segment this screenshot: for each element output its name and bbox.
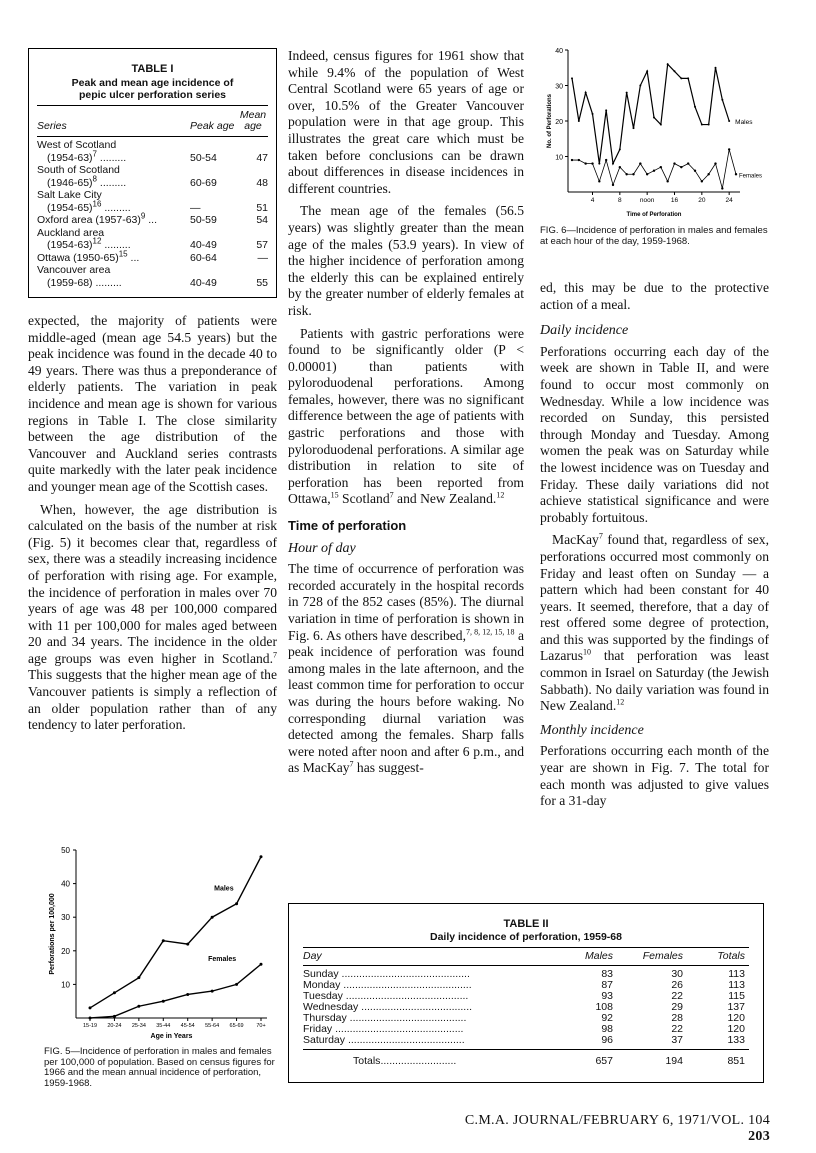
- reference-marker: 7: [598, 531, 603, 541]
- table-2-females: 29: [671, 1001, 683, 1013]
- paragraph-text: a peak incidence of perforation was found among males in the late afternoon, and the least common time for perforation to occur was during the hours before waking. No corresponding diurnal variation was detected among the females. Sharp falls were noted after noon and after 6 p.m., and as MacKay: [288, 627, 524, 776]
- x-tick-label: 20: [698, 197, 706, 204]
- data-point-females: [625, 173, 627, 175]
- table-1-row: [37, 189, 268, 202]
- column-3: [540, 280, 769, 816]
- table-1-mean: 48: [256, 176, 268, 189]
- table-2: [288, 903, 764, 1083]
- data-point-males: [708, 124, 710, 126]
- x-tick-label: 8: [618, 197, 622, 204]
- page-number: 203: [748, 1129, 770, 1144]
- table-2-header: [303, 951, 749, 962]
- subheading-daily: Daily incidence: [540, 323, 629, 339]
- data-point-females: [89, 1017, 92, 1020]
- table-1-mean: 47: [256, 151, 268, 164]
- figure-6-caption: FIG. 6—Incidence of perforation in males and females at each hour of the day, 1959-1968.: [540, 225, 768, 247]
- paragraph: [288, 326, 524, 509]
- table-2-females: 22: [671, 1023, 683, 1035]
- data-point-males: [137, 976, 140, 979]
- data-point-females: [660, 166, 662, 168]
- data-point-females: [578, 159, 580, 161]
- reference-marker: 12: [616, 697, 625, 707]
- subheading-hour: Hour of day: [288, 540, 356, 556]
- table-2-day: Tuesday ..........................................: [303, 991, 469, 1002]
- data-point-males: [721, 99, 723, 101]
- data-point-females: [591, 162, 593, 164]
- data-point-females: [211, 990, 214, 993]
- paragraph-text: When, however, the age distribution is calculated on the basis of the number at risk (Fig. 5) it becomes clear that, regardless of sex, there was a steadily increasing incidence of perforation with rising age. For example, the incidence of perforation in males over 70 years of age was 48 per 100,000 compared with 11 per 100,000 for males aged between 20 and 34 years. The incidence in the older age groups was even higher in Scotland.: [28, 501, 277, 666]
- paragraph-text: Indeed, census figures for 1961 show that while 9.4% of the population of West Central Scotland were 65 years of age or over, 10.5% of the Greater Vancouver population were in that age group. This illustrates the great care which must be taken before conclusions can be drawn about differences in disease incidences in different countries.: [288, 48, 524, 196]
- table-2-totals-row: [303, 1055, 749, 1068]
- data-point-males: [612, 163, 614, 165]
- data-point-females: [653, 170, 655, 172]
- table-1-series: Oxford area (1957-63)$^9$ ...: [37, 211, 158, 226]
- data-point-males: [186, 943, 189, 946]
- legend-males: Males: [214, 885, 234, 893]
- table-1-row: [37, 227, 268, 240]
- table-2-caption: Daily incidence of perforation, 1959-68: [430, 931, 622, 943]
- data-point-males: [162, 939, 165, 942]
- paragraph-text: The mean age of the females (56.5 years) was slightly greater than the mean age of the males (53.9 years). In view of the higher incidence of perforation among the elderly this can be explained entirely by the greater number of elderly females at risk.: [288, 203, 524, 318]
- section-heading-time: Time of perforation: [288, 518, 407, 534]
- paragraph-text: expected, the majority of patients were middle-aged (mean age 54.5 years) but the peak incidence was found in the decade 40 to 49 years. There was thus a preponderance of elderly patients. The variation in peak incidence and mean age is shown for various regions in Table I. The close similarity between the age distribution of the Vancouver and Auckland series contrasts quite markedly with the later peak incidence and younger mean age of the Scottish cases.: [28, 313, 277, 494]
- table-1-peak: 40-49: [190, 276, 217, 289]
- table-1-series: Auckland area: [37, 226, 105, 239]
- x-tick-label: noon: [639, 197, 655, 204]
- data-point-females: [639, 162, 641, 164]
- paragraph-text: Patients with gastric perforations were found to be significantly older (P < 0.00001) than patients with pyloroduodenal perforations. Among females, however, there was no significant difference between the age of patients with gastric perforations and those with pyloroduodenal perforations. A similar age distribution in relation to site of perforation has been reported from Ottawa,: [288, 325, 524, 507]
- table-2-males: 87: [601, 979, 613, 991]
- paragraph: [288, 48, 524, 197]
- data-point-females: [186, 993, 189, 996]
- table-1-peak: 60-69: [190, 176, 217, 189]
- x-tick-label: 35-44: [156, 1023, 171, 1029]
- table-1-row: [37, 139, 268, 152]
- table-1: [28, 48, 277, 298]
- data-point-females: [707, 173, 709, 175]
- table-1-mean: 55: [256, 276, 268, 289]
- reference-marker: 12: [92, 236, 102, 246]
- table-2-total-totals: 851: [727, 1055, 745, 1067]
- y-axis-label: Perforations per 100,000: [49, 893, 56, 975]
- reference-marker: 7: [273, 650, 277, 660]
- table-1-peak: 50-54: [190, 151, 217, 164]
- subheading-monthly: Monthly incidence: [540, 722, 644, 738]
- table-1-peak: —: [190, 201, 201, 214]
- data-point-males: [605, 109, 607, 111]
- y-tick-label: 40: [61, 879, 70, 889]
- table-1-body: [37, 139, 268, 289]
- paragraph-text: The time of occurrence of perforation was recorded accurately in the hospital records in 728 of the 852 cases (85%). The diurnal variation in time of perforation is shown in Fig. 6. As others have described,: [288, 561, 524, 643]
- journal-citation: C.M.A. JOURNAL/FEBRUARY 6, 1971/VOL. 104: [464, 1113, 770, 1128]
- data-point-females: [666, 180, 668, 182]
- table-1-peak: 50-59: [190, 214, 217, 226]
- figure-5-caption: FIG. 5—Incidence of perforation in males and females per 100,000 of population. Based on census figures for 1966 and the mean annual incidence of perforation, 1959-1968.: [44, 1046, 275, 1089]
- table-1-series-years: (1954-63)$^7$ .........: [47, 149, 127, 164]
- data-point-males: [639, 85, 641, 87]
- paragraph-text: This suggests that the higher mean age of the Vancouver patients is simply a reflection of an older population rather than of any tendency to later perforation.: [28, 667, 277, 733]
- table-2-totals: 113: [728, 968, 745, 980]
- data-point-females: [632, 173, 634, 175]
- table-1-mean: —: [257, 251, 268, 264]
- y-tick-label: 30: [555, 83, 563, 91]
- table-2-day: Sunday ............................................: [303, 969, 470, 980]
- table-1-series-years: (1959-68) .........: [47, 276, 122, 289]
- paragraph: [540, 344, 769, 527]
- data-point-males: [701, 124, 703, 126]
- table-1-row: [37, 211, 268, 227]
- table-1-header-peak: Peak age: [190, 120, 235, 132]
- table-2-header-totals: Totals: [717, 950, 745, 962]
- table-2-day: Monday ............................................: [303, 980, 472, 991]
- data-point-females: [721, 187, 723, 189]
- column-2: [288, 48, 524, 783]
- paragraph: [28, 313, 277, 496]
- x-tick-label: 20-24: [107, 1023, 122, 1029]
- table-1-mean: 54: [256, 214, 268, 226]
- data-point-females: [728, 148, 730, 150]
- data-point-females: [714, 162, 716, 164]
- figure-5-chart: [22, 840, 282, 1040]
- data-point-males: [694, 106, 696, 108]
- y-axis-label: No. of Perforations: [547, 93, 553, 149]
- table-2-total-females: 194: [665, 1055, 683, 1067]
- table-2-totals: 120: [727, 1023, 745, 1035]
- data-point-females: [598, 180, 600, 182]
- paragraph-text: has suggest-: [353, 760, 424, 776]
- data-point-males: [687, 77, 689, 79]
- data-point-males: [626, 92, 628, 94]
- data-point-males: [646, 70, 648, 72]
- y-tick-label: 50: [61, 846, 70, 855]
- reference-marker: 7: [389, 490, 394, 500]
- paragraph-text: found that, regardless of sex, perforations occurred most commonly on Friday and least often on Sunday — a pattern which had been constant for 40 years. It seemed, therefore, that a day of rest offered some degree of protection, and this was supported by the findings of Lazarus: [540, 532, 769, 664]
- x-tick-label: 70+: [256, 1023, 266, 1029]
- table-2-males: 108: [595, 1001, 613, 1013]
- table-2-header-females: Females: [642, 950, 683, 962]
- data-point-females: [235, 983, 238, 986]
- table-1-mean: 57: [256, 239, 268, 251]
- data-point-males: [633, 127, 635, 129]
- table-2-day: Wednesday ......................................: [303, 1002, 473, 1013]
- table-2-totals: 113: [728, 979, 745, 991]
- reference-marker: 15: [118, 249, 128, 258]
- data-point-males: [598, 163, 600, 165]
- data-point-males: [571, 77, 573, 79]
- reference-marker: 16: [92, 199, 102, 208]
- data-point-females: [680, 166, 682, 168]
- data-point-females: [162, 1000, 165, 1003]
- table-1-row: [37, 264, 268, 277]
- data-point-females: [735, 173, 737, 175]
- series-line-males: [572, 64, 729, 163]
- paragraph: [288, 561, 524, 777]
- reference-marker: 12: [496, 490, 505, 500]
- reference-marker: 7: [349, 759, 354, 769]
- legend-males: Males: [735, 119, 753, 126]
- data-point-males: [728, 120, 730, 122]
- x-tick-label: 45-54: [180, 1023, 195, 1029]
- y-tick-label: 30: [61, 913, 70, 923]
- table-1-row-cont: [37, 149, 268, 165]
- table-1-title: TABLE I: [131, 63, 174, 75]
- data-point-males: [113, 991, 116, 994]
- y-tick-label: 10: [61, 980, 70, 990]
- series-line-females: [90, 964, 261, 1018]
- table-2-day: Thursday ........................................: [303, 1013, 467, 1024]
- table-2-females: 26: [671, 979, 683, 991]
- table-1-row: [37, 249, 268, 265]
- figure-6-chart: [540, 42, 772, 222]
- x-tick-label: 65-69: [229, 1023, 244, 1029]
- table-2-day: Saturday ........................................: [303, 1035, 465, 1046]
- y-tick-label: 20: [555, 119, 563, 126]
- y-tick-label: 10: [555, 154, 563, 162]
- table-1-series-years: (1954-65)$^{16}$ .........: [47, 199, 131, 214]
- table-2-females: 28: [671, 1012, 683, 1024]
- table-2-females: 22: [671, 990, 683, 1002]
- paragraph: [540, 532, 769, 715]
- data-point-males: [680, 77, 682, 79]
- table-2-males: 93: [601, 990, 613, 1002]
- table-1-series: Salt Lake City: [37, 189, 102, 201]
- page-footer: [440, 1113, 770, 1145]
- data-point-females: [584, 162, 586, 164]
- reference-marker: 7, 8, 12, 15, 18: [466, 627, 515, 637]
- data-point-females: [687, 162, 689, 164]
- paragraph-text: ed, this may be due to the protective action of a meal.: [540, 280, 769, 312]
- y-tick-label: 20: [61, 946, 70, 956]
- data-point-males: [667, 63, 669, 65]
- data-point-males: [578, 120, 580, 122]
- table-2-totals: 115: [728, 990, 745, 1002]
- x-tick-label: 16: [670, 197, 679, 204]
- table-1-header-series: Series: [37, 120, 67, 132]
- reference-marker: 7: [92, 149, 97, 158]
- data-point-males: [619, 148, 621, 150]
- x-tick-label: 15-19: [82, 1023, 98, 1029]
- paragraph: [540, 280, 769, 313]
- data-point-females: [571, 159, 573, 161]
- table-2-males: 83: [601, 968, 613, 980]
- table-1-series-years: (1954-63)$^{12}$ .........: [47, 236, 131, 251]
- table-1-series-years: (1946-65)$^8$ .........: [47, 174, 127, 189]
- paragraph-text: and New Zealand.: [393, 491, 497, 507]
- data-point-females: [260, 963, 263, 966]
- totals-label-text: Totals: [353, 1055, 381, 1067]
- table-2-totals: 133: [727, 1034, 745, 1046]
- table-1-header: [37, 110, 268, 132]
- legend-females: Females: [739, 173, 763, 180]
- table-2-totals-label: Totals..........................: [353, 1055, 457, 1067]
- x-tick-label: 55-64: [205, 1023, 220, 1029]
- table-2-title: TABLE II: [503, 918, 549, 930]
- data-point-females: [701, 180, 703, 182]
- data-point-males: [592, 113, 594, 115]
- table-1-series: South of Scotland: [37, 164, 120, 176]
- series-line-females: [572, 149, 736, 188]
- x-axis-label: Time of Perforation: [626, 212, 682, 218]
- table-2-totals: 120: [727, 1012, 745, 1024]
- table-2-row: [303, 1035, 749, 1046]
- table-2-females: 37: [671, 1034, 683, 1046]
- data-point-females: [612, 184, 614, 186]
- data-point-males: [585, 92, 587, 94]
- table-2-males: 92: [601, 1012, 613, 1024]
- x-tick-label: 4: [590, 197, 595, 204]
- data-point-females: [113, 1015, 116, 1018]
- x-tick-label: 25-34: [131, 1023, 146, 1029]
- table-2-header-day: Day: [303, 950, 322, 962]
- data-point-females: [619, 166, 621, 168]
- table-2-totals: 137: [727, 1001, 745, 1013]
- table-2-males: 98: [601, 1023, 613, 1035]
- y-tick-label: 40: [555, 48, 563, 55]
- table-2-header-males: Males: [584, 950, 613, 962]
- data-point-males: [260, 855, 263, 858]
- reference-marker: 15: [330, 490, 339, 500]
- data-point-males: [89, 1006, 92, 1009]
- data-point-females: [137, 1005, 140, 1008]
- table-1-row-cont: [37, 236, 268, 252]
- data-point-females: [646, 173, 648, 175]
- table-1-mean: 51: [256, 201, 268, 214]
- table-1-series: Ottawa (1950-65)$^{15}$ ...: [37, 249, 140, 264]
- column-1: [28, 313, 277, 740]
- table-1-caption: Peak and mean age incidence of pepic ulcer perforation series: [71, 77, 234, 101]
- paragraph-text: that perforation was least common in Israel on Saturday (the Jewish Sabbath). No daily variation was found in New Zealand.: [540, 648, 769, 714]
- table-1-row-cont: [37, 277, 268, 290]
- x-tick-label: 24: [725, 197, 733, 204]
- table-1-peak: 60-64: [190, 251, 217, 264]
- paragraph-text: MacKay: [552, 532, 599, 548]
- data-point-males: [211, 916, 214, 919]
- data-point-females: [605, 159, 607, 161]
- paragraph: [288, 203, 524, 319]
- paragraph-text: Scotland: [338, 491, 390, 507]
- table-1-series: West of Scotland: [37, 139, 117, 151]
- reference-marker: 8: [92, 174, 97, 183]
- table-1-row: [37, 164, 268, 177]
- table-1-series: Vancouver area: [37, 264, 111, 276]
- data-point-males: [660, 124, 662, 126]
- table-1-row-cont: [37, 174, 268, 190]
- reference-marker: 9: [140, 211, 146, 221]
- reference-marker: 10: [583, 647, 592, 657]
- table-1-header-mean: Mean age: [239, 109, 267, 132]
- data-point-males: [674, 70, 676, 72]
- table-1-peak: 40-49: [190, 239, 217, 251]
- paragraph-text: Perforations occurring each day of the week are shown in Table II, and were found to occur most commonly on Wednesday. While a low incidence was recorded on Sunday, this persisted through Monday and Tuesday. Among women the peak was on Saturday while the lowest incidence was on Tuesday and Friday. These daily variations did not achieve statistical significance and were probably fortuitous.: [540, 343, 769, 525]
- table-2-total-males: 657: [595, 1055, 613, 1067]
- data-point-females: [673, 162, 675, 164]
- table-2-day: Friday ............................................: [303, 1024, 464, 1035]
- table-2-females: 30: [671, 968, 683, 980]
- data-point-females: [694, 170, 696, 172]
- legend-females: Females: [208, 955, 237, 963]
- table-2-body: [289, 969, 763, 1046]
- table-2-males: 96: [601, 1034, 613, 1046]
- table-1-row-cont: [37, 199, 268, 215]
- paragraph: [540, 743, 769, 809]
- x-axis-label: Age in Years: [150, 1033, 193, 1040]
- paragraph: [28, 502, 277, 734]
- paragraph-text: Perforations occurring each month of the year are shown in Fig. 7. The total for each month was adjusted to give values for a 31-day: [540, 743, 769, 809]
- data-point-males: [653, 116, 655, 118]
- data-point-males: [235, 902, 238, 905]
- data-point-males: [715, 67, 717, 69]
